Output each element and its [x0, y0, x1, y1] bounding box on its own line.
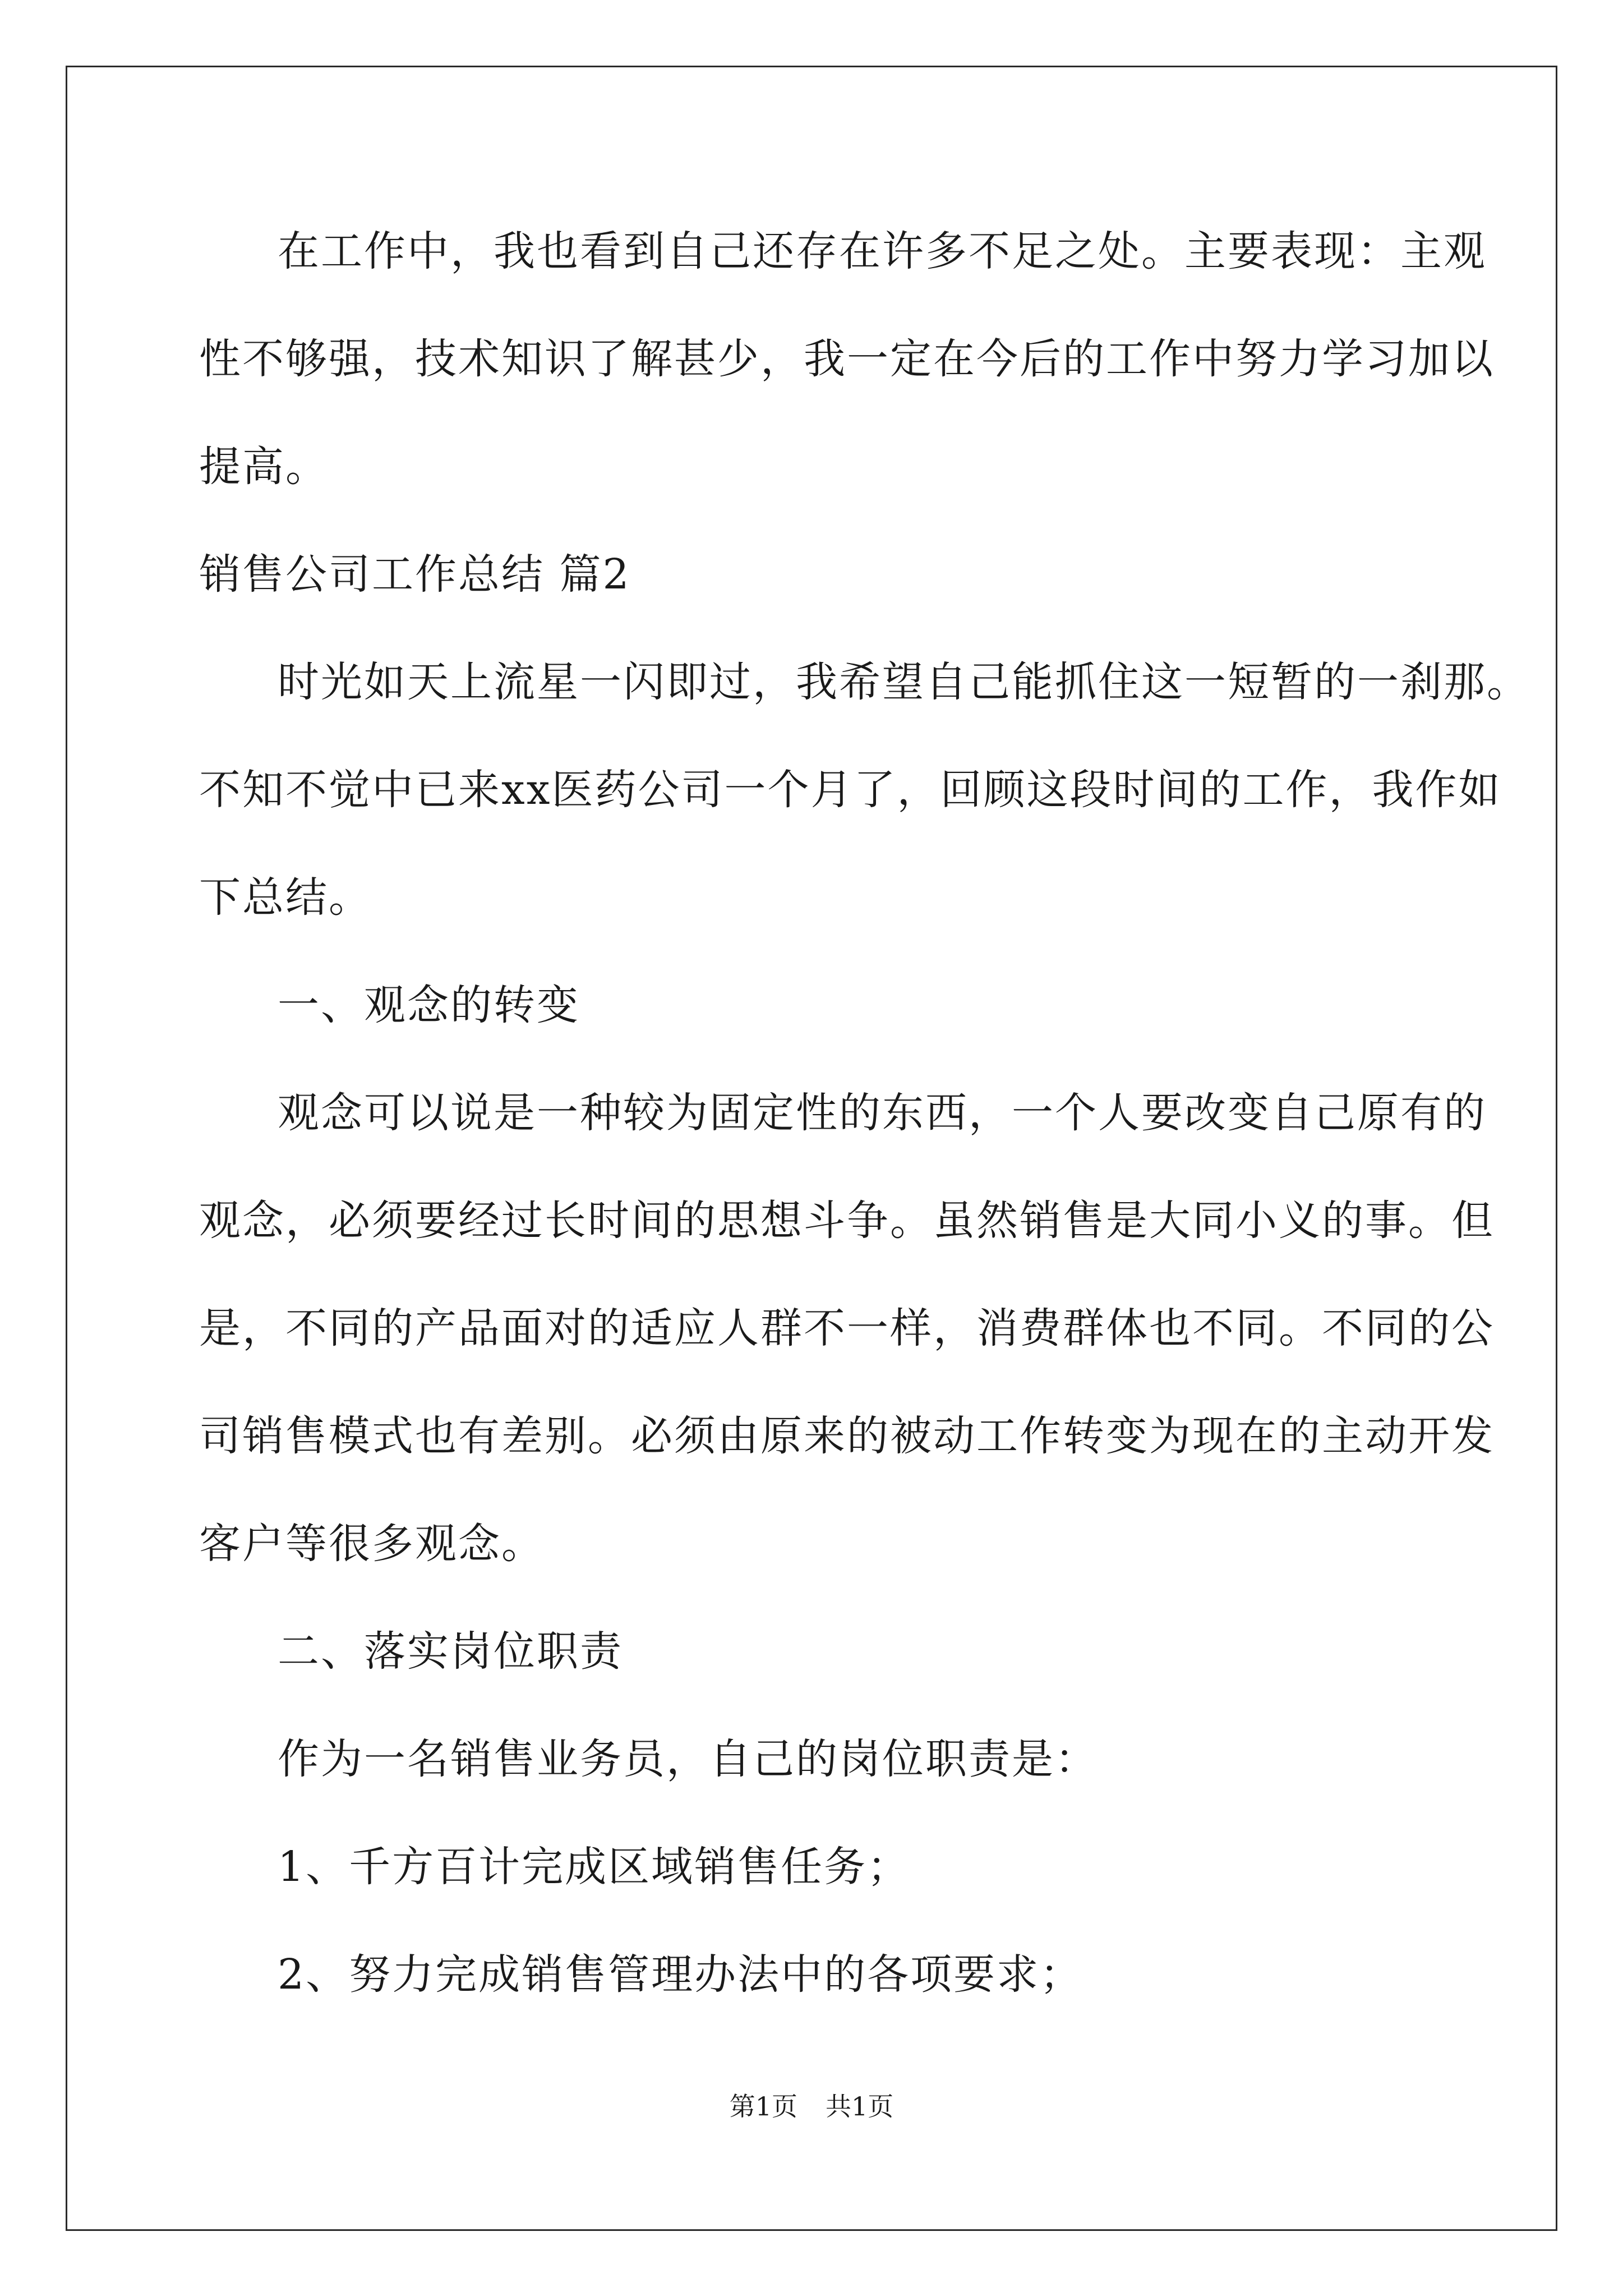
text-line: 提高。: [199, 443, 329, 491]
text-line: 观念可以说是一种较为固定性的东西，一个人要改变自己原有的: [278, 1089, 1487, 1137]
subheading: 一、观念的转变: [278, 981, 580, 1029]
list-item: 1、千方百计完成区域销售任务；: [278, 1843, 911, 1891]
text-line: 司销售模式也有差别。必须由原来的被动工作转变为现在的主动开发: [199, 1412, 1495, 1460]
text-line: 下总结。: [199, 873, 372, 922]
section-title: 销售公司工作总结 篇2: [199, 550, 631, 599]
text-line: 时光如天上流星一闪即过，我希望自己能抓住这一短暂的一刹那。: [278, 658, 1530, 706]
text-line: 在工作中，我也看到自己还存在许多不足之处。主要表现：主观: [278, 227, 1487, 275]
subheading: 二、落实岗位职责: [278, 1627, 623, 1676]
text-line: 不知不觉中已来xx医药公司一个月了，回顾这段时间的工作，我作如: [199, 766, 1502, 814]
page-border: [66, 66, 1557, 2231]
text-line: 作为一名销售业务员，自己的岗位职责是：: [278, 1735, 1098, 1783]
text-line: 观念，必须要经过长时间的思想斗争。虽然销售是大同小义的事。但: [199, 1197, 1495, 1245]
page-footer: [0, 2090, 1623, 2123]
text-line: 性不够强，技术知识了解甚少，我一定在今后的工作中努力学习加以: [199, 335, 1495, 383]
text-line: 客户等很多观念。: [199, 1520, 545, 1568]
page-number: 第1页: [729, 2091, 797, 2122]
text-line: 是，不同的产品面对的适应人群不一样，消费群体也不同。不同的公: [199, 1304, 1495, 1352]
list-item: 2、努力完成销售管理办法中的各项要求；: [278, 1950, 1083, 1999]
page-total: 共1页: [826, 2091, 894, 2122]
